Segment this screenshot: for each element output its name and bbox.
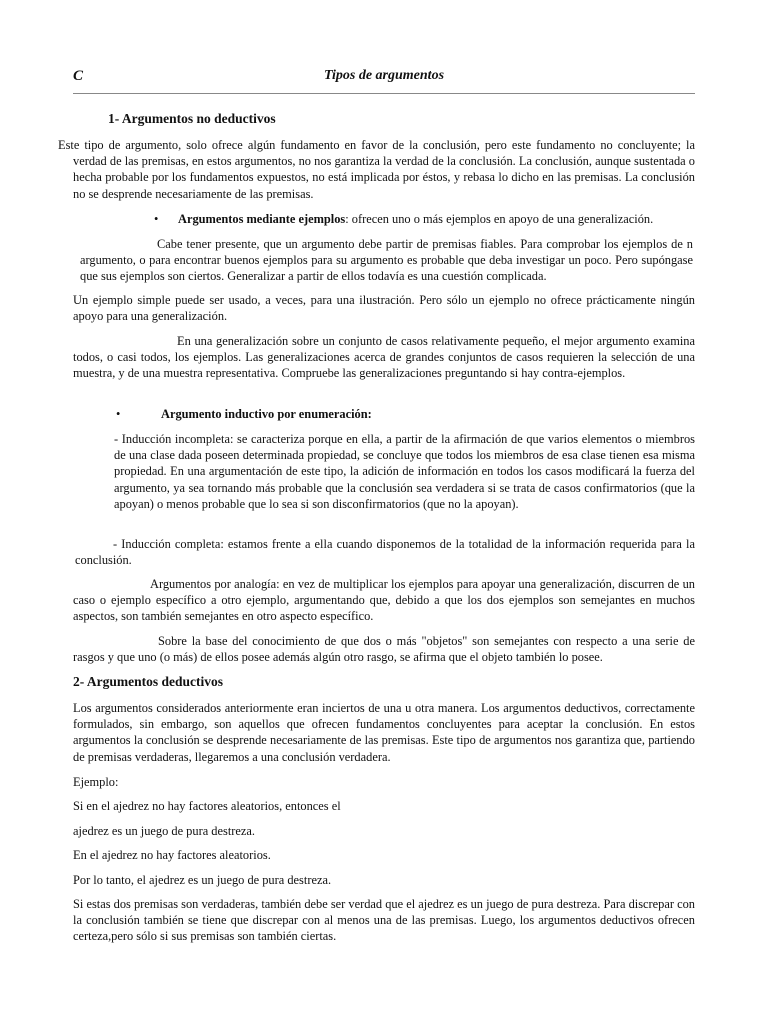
paragraph-cabe: Cabe tener presente, que un argumento debe partir de premisas fiables. Para comprobar los ejemplos de n argumento, o para encontrar buenos ejemplos para su argumento es probable que deba investigar un poco. Pero supóngase que sus ejemplos son ciertos. Generalizar a partir de ellos todavía es una cuestión complicada. (80, 237, 693, 284)
section2-heading: 2- Argumentos deductivos (73, 674, 224, 689)
bullet-examples-label: Argumentos mediante ejemplos (178, 212, 346, 226)
paragraph-analogia: Argumentos por analogía: en vez de multiplicar los ejemplos para apoyar una generalización, discurren de un caso o ejemplo específico a otro ejemplo, argumentando que, debido a que los dos ejemplos son semejantes en muchos aspectos, son también semejantes en otro aspecto específico. (73, 577, 695, 624)
section1-intro (58, 137, 695, 202)
bullet-symbol: • (116, 407, 121, 421)
example-premise-1b: ajedrez es un juego de pura destreza. (73, 824, 255, 838)
bullet-examples-text: : ofrecen uno o más ejemplos en apoyo de una generalización. (345, 212, 654, 226)
paragraph-generalizacion: En una generalización sobre un conjunto de casos relativamente pequeño, el mejor argumento examina todos, o casi todos, los ejemplos. Las generalizaciones acerca de grandes conjuntos de casos requieren la selección de una muestra, y de una muestra representativa. Compruebe las generalizaciones preguntando si hay contra-ejemplos. (73, 334, 695, 381)
page-title: Tipos de argumentos (323, 68, 445, 83)
paragraph-simple: Un ejemplo simple puede ser usado, a veces, para una ilustración. Pero sólo un ejemplo no ofrece prácticamente ningún apoyo para una generalización. (73, 293, 695, 324)
paragraph-induccion-completa: - Inducción completa: estamos frente a ella cuando disponemos de la totalidad de la información requerida para la conclusión. (75, 537, 695, 568)
paragraph-sobre: Sobre la base del conocimiento de que dos o más "objetos" son semejantes con respecto a una serie de rasgos y que uno (o más) de ellos posee además algún otro rasgo, se afirma que el objeto también lo posee. (73, 634, 695, 665)
header-letter: C (73, 68, 84, 84)
intro-text: Este tipo de argumento, solo ofrece algún fundamento en favor de la conclusión, pero este fundamento no concluyente; la verdad de las premisas, en estos argumentos, no nos garantiza la verdad de la conclusión. La conclusión, aunque sustentada o hecha probable por los fundamentos expuestos, no está implicada por éstos, y rebasa lo dicho en las premisas. La conclusión no se desprende necesariamente de las premisas. (58, 138, 695, 201)
paragraph-final: Si estas dos premisas son verdaderas, también debe ser verdad que el ajedrez es un juego de pura destreza. Para discrepar con la conclusión también se tiene que discrepar con al menos una de las premisas. Luego, los argumentos deductivos ofrecen certeza,pero sólo si sus premisas son también ciertas. (73, 897, 695, 944)
example-conclusion: Por lo tanto, el ajedrez es un juego de pura destreza. (73, 873, 332, 887)
bullet-inductive-label (161, 406, 372, 422)
section1-heading: 1- Argumentos no deductivos (108, 111, 276, 126)
paragraph-induccion-incompleta: - Inducción incompleta: se caracteriza porque en ella, a partir de la afirmación de que varios elementos o miembros de una clase dada poseen determinada propiedad, se concluye que todos los miembros de esa clase tienen esa misma propiedad. En una argumentación de este tipo, la adición de información en todos los casos modificará la fuerza del argumento, ya sea tornando más probable que la conclusión sea verdadera si se trata de casos confirmatorios (que la apoyan) o menos probable que lo sea si son disconfirmatorios (que no la apoyan). (114, 432, 695, 511)
example-label: Ejemplo: (73, 775, 119, 789)
bullet-symbol: • (154, 212, 159, 226)
header-divider (73, 93, 695, 94)
example-premise-2: En el ajedrez no hay factores aleatorios. (73, 848, 271, 862)
paragraph-deductivos: Los argumentos considerados anteriormente eran inciertos de una u otra manera. Los argumentos deductivos, correctamente formulados, sin embargo, son aquellos que ofrecen fundamentos concluyentes para aceptar la conclusión. En estos argumentos la conclusión se desprende necesariamente de las premisas. Este tipo de argumentos nos garantiza que, partiendo de premisas verdaderas, llegaremos a una conclusión verdadera. (73, 701, 695, 764)
page-header (73, 68, 695, 88)
example-premise-1a: Si en el ajedrez no hay factores aleatorios, entonces el (73, 799, 341, 813)
bullet-inductive-text: Argumento inductivo por enumeración: (161, 407, 372, 421)
bullet-examples (178, 211, 695, 227)
